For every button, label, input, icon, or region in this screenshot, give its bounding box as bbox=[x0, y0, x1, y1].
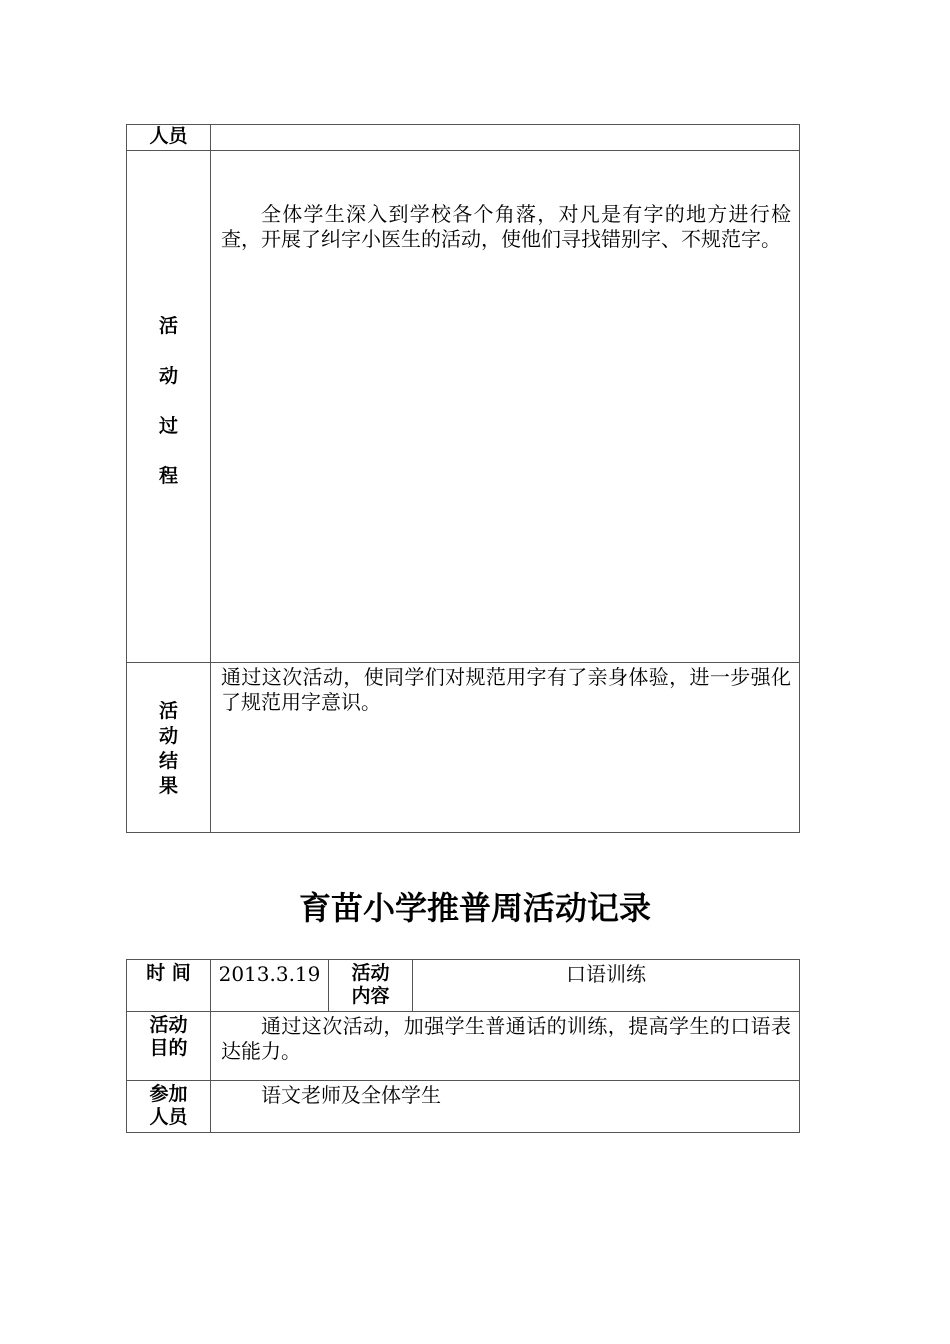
process-label-char: 过 bbox=[158, 415, 178, 437]
participants-text: 语文老师及全体学生 bbox=[261, 1083, 441, 1107]
row-participants bbox=[127, 1081, 800, 1133]
attend-label-line: 人员 bbox=[149, 1106, 188, 1128]
goal-label-line: 目的 bbox=[149, 1037, 188, 1059]
activity-result-label bbox=[127, 663, 211, 833]
row-time-content bbox=[127, 960, 800, 1012]
time-value: 2013.3.19 bbox=[211, 960, 329, 1012]
activity-goal-label bbox=[127, 1012, 211, 1081]
activity-goal-text: 通过这次活动，加强学生普通话的训练，提高学生的口语表达能力。 bbox=[221, 1014, 791, 1063]
activity-content-value: 口语训练 bbox=[413, 960, 800, 1012]
activity-record-table-2 bbox=[126, 959, 800, 1133]
content-label-line: 活动 bbox=[351, 962, 390, 984]
activity-goal-cell bbox=[211, 1012, 800, 1081]
goal-label-line: 活动 bbox=[149, 1014, 188, 1036]
row-activity-process bbox=[127, 151, 800, 663]
activity-record-table-1 bbox=[126, 124, 800, 833]
result-label-char: 果 bbox=[158, 775, 178, 797]
time-label: 时 间 bbox=[127, 960, 211, 1012]
participants-label bbox=[127, 1081, 211, 1133]
row-activity-result bbox=[127, 663, 800, 833]
activity-result-cell bbox=[211, 663, 800, 833]
participants-cell bbox=[211, 1081, 800, 1133]
activity-process-cell bbox=[211, 151, 800, 663]
document-title: 育苗小学推普周活动记录 bbox=[298, 889, 651, 927]
result-label-char: 活 bbox=[158, 700, 178, 722]
activity-process-label bbox=[127, 151, 211, 663]
row-personnel bbox=[127, 125, 800, 151]
process-label-char: 动 bbox=[158, 365, 178, 387]
result-label-char: 结 bbox=[158, 750, 178, 772]
activity-process-text: 全体学生深入到学校各个角落，对凡是有字的地方进行检查，开展了纠字小医生的活动，使他们寻找错别字、不规范字。 bbox=[221, 202, 791, 251]
process-label-char: 程 bbox=[158, 465, 178, 487]
personnel-value bbox=[211, 125, 800, 151]
content-label-line: 内容 bbox=[351, 985, 390, 1007]
activity-content-label bbox=[329, 960, 413, 1012]
attend-label-line: 参加 bbox=[149, 1083, 188, 1105]
personnel-label: 人员 bbox=[127, 125, 211, 151]
activity-result-text: 通过这次活动，使同学们对规范用字有了亲身体验，进一步强化了规范用字意识。 bbox=[221, 665, 791, 714]
result-label-char: 动 bbox=[158, 725, 178, 747]
process-label-char: 活 bbox=[158, 315, 178, 337]
row-activity-goal bbox=[127, 1012, 800, 1081]
